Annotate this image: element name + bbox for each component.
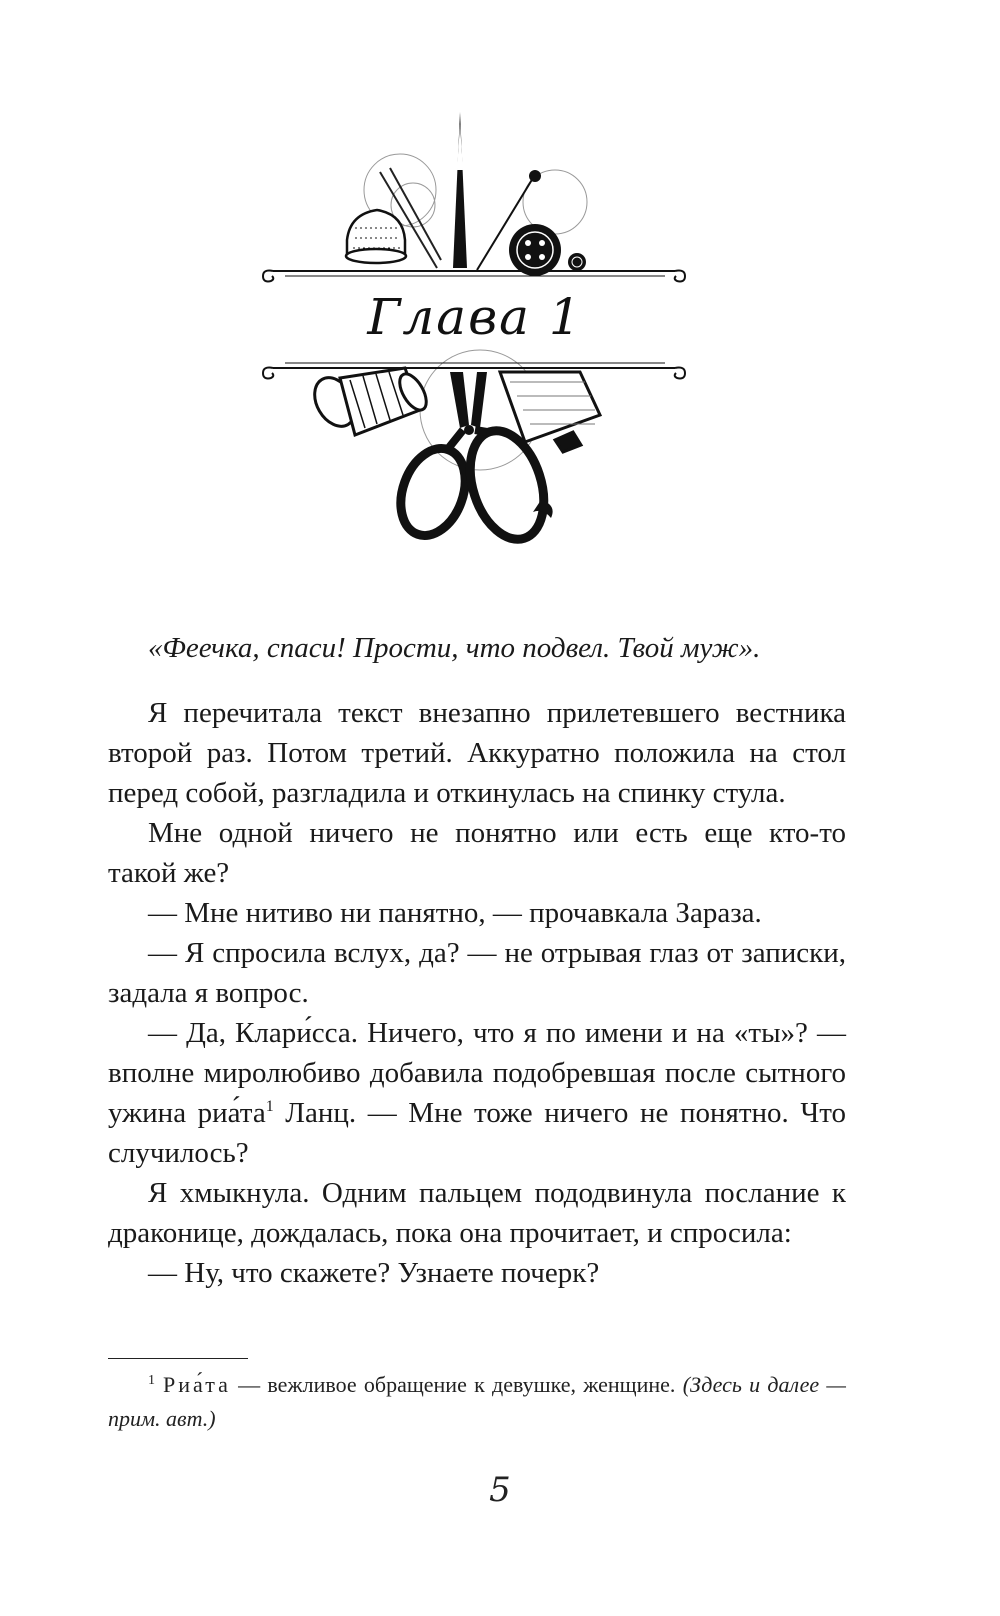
thimble-icon xyxy=(346,210,406,263)
footnote-reference[interactable]: 1 xyxy=(265,1098,274,1115)
footnote-number: 1 xyxy=(148,1373,155,1388)
footnote-term: Риа́та xyxy=(163,1372,231,1397)
button-icon xyxy=(509,224,586,276)
chapter-body xyxy=(108,693,846,1293)
chapter-title: Глава 1 xyxy=(367,288,583,346)
thread-spool-icon xyxy=(306,368,431,435)
paragraph-text: Ланц. — Мне тоже ничего не понятно. Что случилось? xyxy=(108,1097,847,1169)
paragraph: Я перечитала текст внезапно прилетевшего вестника второй раз. Потом третий. Аккуратно положила на стол перед собой, разгладила и откинулась на спинку стула. xyxy=(108,697,846,809)
page-number: 5 xyxy=(489,1470,511,1510)
upper-divider xyxy=(263,271,685,282)
lower-divider xyxy=(263,363,685,378)
footnote-definition: — вежливое обращение к девушке, женщине. xyxy=(230,1372,683,1397)
footnote xyxy=(108,1368,846,1436)
paragraph xyxy=(108,1013,846,1173)
needle-icon xyxy=(453,112,467,268)
paragraph: Мне одной ничего не понятно или есть еще кто-то такой же? xyxy=(108,817,846,889)
epigraph: «Феечка, спаси! Прости, что подвел. Твой муж». xyxy=(148,632,761,664)
paragraph: — Я спросила вслух, да? — не отрывая глаз от записки, задала я вопрос. xyxy=(108,937,846,1009)
paragraph: — Мне нитиво ни панятно, — прочавкала Зараза. xyxy=(148,897,762,929)
paragraph: — Ну, что скажете? Узнаете почерк? xyxy=(148,1257,600,1289)
paragraph-text: — Да, Клари́сса. Ничего, что я по имени и на «ты»? — вполне миролюбиво добавила подобревшая после сытного ужина риа́та xyxy=(108,1017,846,1129)
paragraph: Я хмыкнула. Одним пальцем пододвинула послание к драконице, дождалась, пока она прочитает, и спросила: xyxy=(108,1177,846,1249)
footnote-divider xyxy=(108,1358,248,1359)
footnote-note: (Здесь и далее — прим. авт.) xyxy=(108,1372,846,1431)
